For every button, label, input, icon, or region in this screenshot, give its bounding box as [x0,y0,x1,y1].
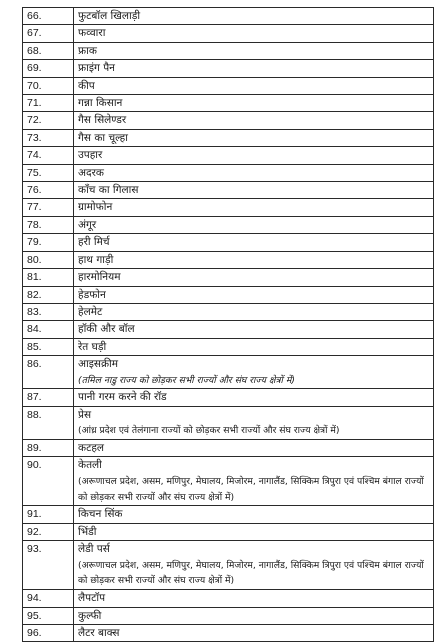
item-number: 78. [23,216,74,233]
item-number: 77. [23,199,74,216]
item-name: केतली [78,459,102,472]
item-cell [74,182,434,199]
item-name: हेलमेट [78,305,103,318]
item-name: फव्वारा [78,27,106,40]
item-note: (तमिल नाडु राज्य को छोड़कर सभी राज्यों और संघ राज्य क्षेत्रों में) [78,374,295,386]
item-name: लैपटॉप [78,592,106,605]
item-name: उपहार [78,149,103,162]
item-number: 73. [23,129,74,146]
item-name: काँच का गिलास [78,184,139,197]
item-number: 67. [23,25,74,42]
table-row [23,338,434,355]
table-row [23,506,434,523]
item-number: 89. [23,439,74,456]
item-name: हाथ गाड़ी [78,253,114,266]
item-name: भिंडी [78,525,97,538]
item-number: 96. [23,624,74,641]
item-number: 74. [23,147,74,164]
table-row [23,25,434,42]
item-name: फ्राक [78,44,97,57]
item-number: 93. [23,541,74,590]
table-row [23,439,434,456]
item-cell [74,624,434,641]
item-number: 82. [23,286,74,303]
item-name: कटहल [78,441,105,454]
item-name: हेडफोन [78,288,106,301]
item-number: 71. [23,95,74,112]
item-number: 84. [23,321,74,338]
item-cell [74,406,434,439]
item-number: 94. [23,590,74,607]
item-cell [74,506,434,523]
item-number: 86. [23,356,74,389]
item-number: 85. [23,338,74,355]
item-name: पानी गरम करने की रॉड [78,391,167,404]
item-cell [74,251,434,268]
item-number: 68. [23,42,74,59]
items-table-body [23,8,434,642]
table-row [23,8,434,25]
item-cell [74,95,434,112]
table-row [23,389,434,406]
item-cell [74,303,434,320]
item-cell [74,147,434,164]
item-number: 87. [23,389,74,406]
item-note: (अरूणाचल प्रदेश, असम, मणिपुर, मेघालय, मिजोरम, नागालैंड, सिक्किम त्रिपुरा एवं पश्चिम बंगाल राज्यों को छोड़कर सभी राज्यों और संघ राज्य क्षेत्रों में) [78,475,424,503]
item-cell [74,112,434,129]
table-row [23,303,434,320]
item-name: रेत घड़ी [78,340,107,353]
item-cell [74,338,434,355]
item-cell [74,389,434,406]
item-name: गन्ना किसान [78,97,123,110]
item-number: 81. [23,269,74,286]
item-number: 72. [23,112,74,129]
items-table [22,7,434,642]
item-cell [74,164,434,181]
table-row [23,286,434,303]
item-note: (आंध्र प्रदेश एवं तेलंगाना राज्यों को छोड़कर सभी राज्यों और संघ राज्य क्षेत्रों में) [78,425,340,437]
item-name: गैस सिलेण्डर [78,114,127,127]
item-name: फ्राइंग पैन [78,62,116,75]
table-row [23,129,434,146]
item-cell [74,523,434,540]
item-cell [74,439,434,456]
item-name: हरी मिर्च [78,236,110,249]
item-name: अंगूर [78,218,97,231]
item-name: किचन सिंक [78,508,123,521]
table-row [23,624,434,641]
item-name: लैटर बाक्स [78,626,120,639]
item-cell [74,60,434,77]
table-row [23,590,434,607]
item-name: हारमोनियम [78,271,121,284]
item-number: 66. [23,8,74,25]
item-cell [74,77,434,94]
item-name: अदरक [78,166,104,179]
table-row [23,457,434,506]
table-row [23,607,434,624]
item-cell [74,321,434,338]
item-name: कुल्फी [78,609,102,622]
table-row [23,164,434,181]
table-row [23,251,434,268]
item-name: कीप [78,79,95,92]
item-number: 88. [23,406,74,439]
item-name: लेडी पर्स [78,543,110,556]
item-number: 70. [23,77,74,94]
item-cell [74,457,434,506]
table-row [23,112,434,129]
item-name: ग्रामोफोन [78,201,113,214]
item-number: 80. [23,251,74,268]
item-number: 76. [23,182,74,199]
item-number: 79. [23,234,74,251]
table-row [23,216,434,233]
item-cell [74,199,434,216]
item-name: आइसक्रीम [78,358,119,371]
item-number: 92. [23,523,74,540]
item-cell [74,8,434,25]
item-cell [74,286,434,303]
item-cell [74,356,434,389]
table-row [23,234,434,251]
item-number: 69. [23,60,74,77]
table-row [23,60,434,77]
item-name: हॉकी और बॉल [78,323,135,336]
table-row [23,95,434,112]
item-number: 75. [23,164,74,181]
item-note: (अरूणाचल प्रदेश, असम, मणिपुर, मेघालय, मिजोरम, नागालैंड, सिक्किम त्रिपुरा एवं पश्चिम बंगाल राज्यों को छोड़कर सभी राज्यों और संघ राज्य क्षेत्रों में) [78,559,424,587]
item-cell [74,269,434,286]
item-number: 83. [23,303,74,320]
table-row [23,541,434,590]
item-number: 91. [23,506,74,523]
item-cell [74,590,434,607]
item-cell [74,541,434,590]
item-cell [74,25,434,42]
table-row [23,269,434,286]
table-row [23,406,434,439]
item-number: 95. [23,607,74,624]
table-row [23,182,434,199]
item-number: 90. [23,457,74,506]
item-name: फुटबॉल खिलाड़ी [78,10,141,22]
item-name: गैस का चूल्हा [78,131,128,144]
table-row [23,147,434,164]
item-cell [74,42,434,59]
table-row [23,356,434,389]
table-row [23,77,434,94]
item-cell [74,129,434,146]
table-row [23,321,434,338]
table-row [23,523,434,540]
table-row [23,42,434,59]
item-cell [74,607,434,624]
item-cell [74,234,434,251]
item-name: प्रेस [78,408,92,421]
item-cell [74,216,434,233]
table-row [23,199,434,216]
